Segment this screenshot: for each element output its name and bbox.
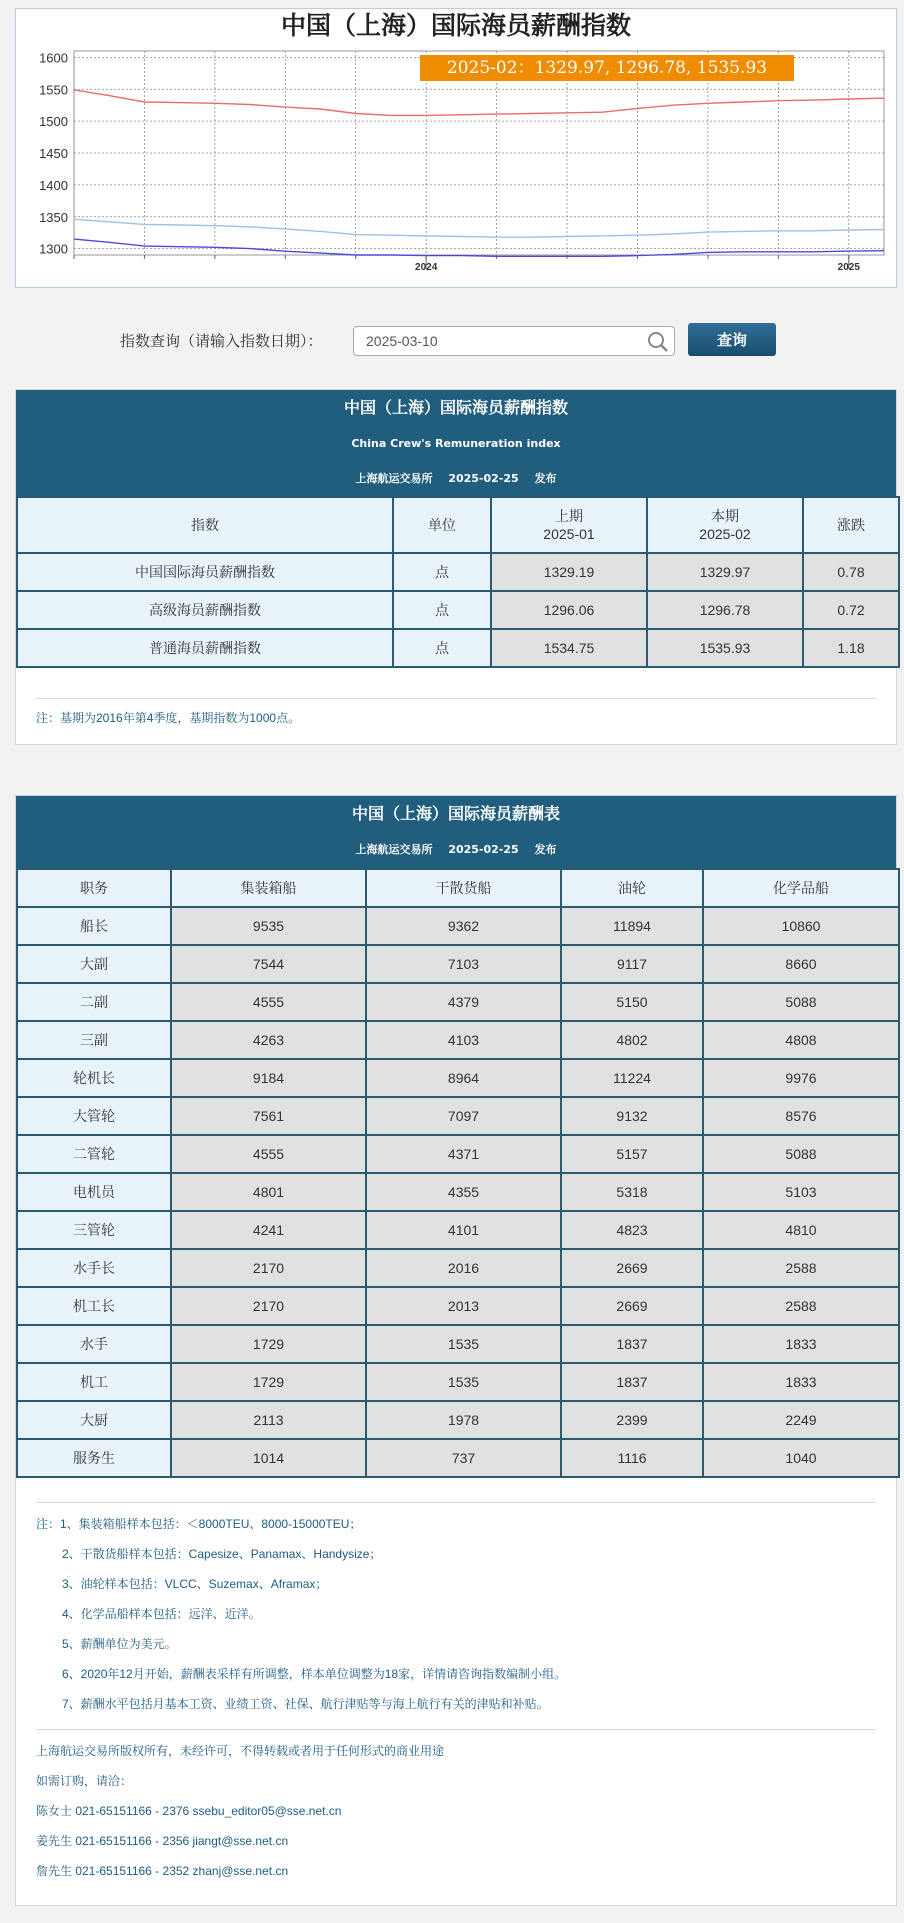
chart-panel xyxy=(15,8,897,288)
index-note: 注：基期为2016年第4季度，基期指数为1000点。 xyxy=(36,711,301,725)
position-cell: 船长 xyxy=(17,907,171,945)
salary-cell: 7097 xyxy=(366,1097,561,1135)
pay-header-row xyxy=(17,869,899,907)
position-cell: 机工 xyxy=(17,1363,171,1401)
position-cell: 轮机长 xyxy=(17,1059,171,1097)
table-row xyxy=(17,1401,899,1439)
position-cell: 服务生 xyxy=(17,1439,171,1477)
salary-cell: 11224 xyxy=(561,1059,703,1097)
position-cell: 二管轮 xyxy=(17,1135,171,1173)
pay-note: 3、油轮样本包括：VLCC、Suzemax、Aframax； xyxy=(62,1577,328,1591)
position-cell: 电机员 xyxy=(17,1173,171,1211)
index-unit: 点 xyxy=(393,553,491,591)
index-table-subtitle: China Crew's Remuneration index xyxy=(351,437,561,450)
salary-cell: 7103 xyxy=(366,945,561,983)
search-label: 指数查询（请输入指数日期）： xyxy=(120,332,323,350)
salary-cell: 2669 xyxy=(561,1249,703,1287)
salary-cell: 8964 xyxy=(366,1059,561,1097)
table-row xyxy=(17,1135,899,1173)
salary-cell: 2588 xyxy=(703,1287,899,1325)
salary-cell: 9362 xyxy=(366,907,561,945)
index-table xyxy=(16,496,900,668)
index-panel xyxy=(15,389,897,745)
query-button[interactable]: 查询 xyxy=(688,323,776,356)
copyright-text: 上海航运交易所版权所有，未经许可，不得转载或者用于任何形式的商业用途 xyxy=(36,1744,445,1758)
salary-cell: 4810 xyxy=(703,1211,899,1249)
salary-cell: 1833 xyxy=(703,1325,899,1363)
pay-note: 注：1、集装箱船样本包括：＜8000TEU、8000-15000TEU； xyxy=(36,1517,362,1531)
y-tick-label: 1600 xyxy=(39,50,68,66)
x-tick-label: 2024 xyxy=(415,262,438,273)
salary-cell: 11894 xyxy=(561,907,703,945)
salary-cell: 9976 xyxy=(703,1059,899,1097)
salary-cell: 9117 xyxy=(561,945,703,983)
salary-cell: 1535 xyxy=(366,1325,561,1363)
table-row xyxy=(17,1249,899,1287)
table-row xyxy=(17,591,899,629)
salary-cell: 2399 xyxy=(561,1401,703,1439)
index-table-title: 中国（上海）国际海员薪酬指数 xyxy=(343,398,568,417)
salary-cell: 4371 xyxy=(366,1135,561,1173)
table-row xyxy=(17,1211,899,1249)
table-row xyxy=(17,907,899,945)
pay-table-body xyxy=(17,907,899,1477)
salary-cell: 737 xyxy=(366,1439,561,1477)
position-cell: 大厨 xyxy=(17,1401,171,1439)
contact-line: 詹先生 021-65151166 - 2352 zhanj@sse.net.cn xyxy=(36,1864,289,1878)
index-curr: 1329.97 xyxy=(647,553,803,591)
table-row xyxy=(17,1021,899,1059)
index-change: 0.78 xyxy=(803,553,899,591)
index-unit: 点 xyxy=(393,629,491,667)
pay-panel xyxy=(15,795,897,1906)
line-chart[interactable] xyxy=(16,9,896,287)
index-prev: 1329.19 xyxy=(491,553,647,591)
publish-date: 2025-02-25 xyxy=(448,843,519,856)
index-prev: 1296.06 xyxy=(491,591,647,629)
index-curr: 1535.93 xyxy=(647,629,803,667)
salary-cell: 7544 xyxy=(171,945,366,983)
position-cell: 大管轮 xyxy=(17,1097,171,1135)
series-line-2 xyxy=(74,219,884,237)
salary-cell: 8576 xyxy=(703,1097,899,1135)
series-line-1 xyxy=(74,90,884,116)
salary-cell: 4101 xyxy=(366,1211,561,1249)
salary-cell: 9535 xyxy=(171,907,366,945)
index-name: 普通海员薪酬指数 xyxy=(17,629,393,667)
salary-cell: 1837 xyxy=(561,1325,703,1363)
salary-cell: 4802 xyxy=(561,1021,703,1059)
pay-note: 2、干散货船样本包括：Capesize、Panamax、Handysize； xyxy=(62,1547,382,1561)
index-curr: 1296.78 xyxy=(647,591,803,629)
salary-cell: 1014 xyxy=(171,1439,366,1477)
index-panel-header xyxy=(16,390,896,496)
publish-word: 发布 xyxy=(534,472,557,485)
salary-cell: 8660 xyxy=(703,945,899,983)
table-row xyxy=(17,1439,899,1477)
index-name: 中国国际海员薪酬指数 xyxy=(17,553,393,591)
pay-notes xyxy=(16,1503,896,1719)
header-curr-label: 本期 xyxy=(711,508,739,524)
pay-table-title: 中国（上海）国际海员薪酬表 xyxy=(351,804,560,823)
salary-cell: 1729 xyxy=(171,1363,366,1401)
salary-cell: 5103 xyxy=(703,1173,899,1211)
salary-cell: 10860 xyxy=(703,907,899,945)
salary-cell: 4379 xyxy=(366,983,561,1021)
header-index-name: 指数 xyxy=(17,497,393,553)
salary-cell: 1040 xyxy=(703,1439,899,1477)
header-position: 职务 xyxy=(17,869,171,907)
pay-note: 5、薪酬单位为美元。 xyxy=(62,1637,177,1651)
position-cell: 三副 xyxy=(17,1021,171,1059)
salary-cell: 1729 xyxy=(171,1325,366,1363)
salary-cell: 5088 xyxy=(703,983,899,1021)
salary-cell: 1116 xyxy=(561,1439,703,1477)
header-curr-period: 2025-02 xyxy=(699,526,751,542)
salary-cell: 5150 xyxy=(561,983,703,1021)
salary-cell: 2013 xyxy=(366,1287,561,1325)
index-publish-line xyxy=(16,461,896,496)
date-search-input[interactable] xyxy=(353,326,675,356)
position-cell: 三管轮 xyxy=(17,1211,171,1249)
publisher: 上海航运交易所 xyxy=(355,843,433,856)
pay-note: 6、2020年12月开始，薪酬表采样有所调整，样本单位调整为18家，详情请咨询指数编制小组。 xyxy=(62,1667,567,1681)
header-prev xyxy=(491,497,647,553)
salary-cell: 4823 xyxy=(561,1211,703,1249)
pay-note: 4、化学品船样本包括：远洋、近洋。 xyxy=(62,1607,261,1621)
salary-cell: 4241 xyxy=(171,1211,366,1249)
salary-cell: 2669 xyxy=(561,1287,703,1325)
search-icon[interactable] xyxy=(647,331,669,353)
table-row xyxy=(17,1287,899,1325)
header-chemical: 化学品船 xyxy=(703,869,899,907)
y-tick-label: 1350 xyxy=(39,209,68,225)
contact-line: 姜先生 021-65151166 - 2356 jiangt@sse.net.cn xyxy=(36,1834,289,1848)
index-change: 1.18 xyxy=(803,629,899,667)
index-prev: 1534.75 xyxy=(491,629,647,667)
salary-cell: 4555 xyxy=(171,1135,366,1173)
table-row xyxy=(17,1325,899,1363)
salary-cell: 4801 xyxy=(171,1173,366,1211)
table-row xyxy=(17,1363,899,1401)
salary-cell: 4555 xyxy=(171,983,366,1021)
header-change: 涨跌 xyxy=(803,497,899,553)
y-tick-label: 1400 xyxy=(39,177,68,193)
index-change: 0.72 xyxy=(803,591,899,629)
header-tanker: 油轮 xyxy=(561,869,703,907)
table-row xyxy=(17,1097,899,1135)
table-row xyxy=(17,1173,899,1211)
header-curr xyxy=(647,497,803,553)
position-cell: 二副 xyxy=(17,983,171,1021)
pay-table xyxy=(16,868,900,1478)
y-tick-label: 1550 xyxy=(39,82,68,98)
salary-cell: 1833 xyxy=(703,1363,899,1401)
salary-cell: 2588 xyxy=(703,1249,899,1287)
table-row xyxy=(17,1059,899,1097)
header-prev-label: 上期 xyxy=(555,508,583,524)
publish-date: 2025-02-25 xyxy=(448,472,519,485)
header-unit: 单位 xyxy=(393,497,491,553)
position-cell: 大副 xyxy=(17,945,171,983)
salary-cell: 7561 xyxy=(171,1097,366,1135)
salary-cell: 1978 xyxy=(366,1401,561,1439)
salary-cell: 5157 xyxy=(561,1135,703,1173)
series-line-3 xyxy=(74,239,884,256)
header-prev-period: 2025-01 xyxy=(543,526,595,542)
contact-line: 陈女士 021-65151166 - 2376 ssebu_editor05@sse.net.cn xyxy=(36,1804,342,1818)
salary-cell: 4808 xyxy=(703,1021,899,1059)
pay-note: 7、薪酬水平包括月基本工资、业绩工资、社保、航行津贴等与海上航行有关的津贴和补贴。 xyxy=(62,1697,549,1711)
salary-cell: 1535 xyxy=(366,1363,561,1401)
salary-cell: 2170 xyxy=(171,1249,366,1287)
table-row xyxy=(17,553,899,591)
chart-title: 中国（上海）国际海员薪酬指数 xyxy=(280,11,631,40)
publisher: 上海航运交易所 xyxy=(355,472,433,485)
subscribe-text: 如需订购，请洽： xyxy=(36,1774,133,1788)
salary-cell: 5088 xyxy=(703,1135,899,1173)
salary-cell: 1837 xyxy=(561,1363,703,1401)
salary-cell: 4103 xyxy=(366,1021,561,1059)
salary-cell: 9184 xyxy=(171,1059,366,1097)
position-cell: 机工长 xyxy=(17,1287,171,1325)
salary-cell: 4355 xyxy=(366,1173,561,1211)
salary-cell: 2113 xyxy=(171,1401,366,1439)
index-header-row xyxy=(17,497,899,553)
y-tick-label: 1500 xyxy=(39,114,68,130)
pay-panel-header xyxy=(16,796,896,868)
salary-cell: 4263 xyxy=(171,1021,366,1059)
salary-cell: 2249 xyxy=(703,1401,899,1439)
table-row xyxy=(17,983,899,1021)
index-name: 高级海员薪酬指数 xyxy=(17,591,393,629)
y-tick-label: 1300 xyxy=(39,241,68,257)
salary-cell: 5318 xyxy=(561,1173,703,1211)
salary-cell: 2016 xyxy=(366,1249,561,1287)
salary-cell: 9132 xyxy=(561,1097,703,1135)
table-row xyxy=(17,945,899,983)
position-cell: 水手 xyxy=(17,1325,171,1363)
salary-cell: 2170 xyxy=(171,1287,366,1325)
index-unit: 点 xyxy=(393,591,491,629)
header-container: 集装箱船 xyxy=(171,869,366,907)
footer xyxy=(16,1730,896,1886)
table-row xyxy=(17,629,899,667)
publish-word: 发布 xyxy=(534,843,557,856)
pay-publish-line xyxy=(16,832,896,867)
y-tick-label: 1450 xyxy=(39,146,68,161)
header-bulk: 干散货船 xyxy=(366,869,561,907)
position-cell: 水手长 xyxy=(17,1249,171,1287)
x-tick-label: 2025 xyxy=(837,262,860,273)
chart-tooltip: 2025-02：1329.97, 1296.78, 1535.93 xyxy=(420,55,794,81)
